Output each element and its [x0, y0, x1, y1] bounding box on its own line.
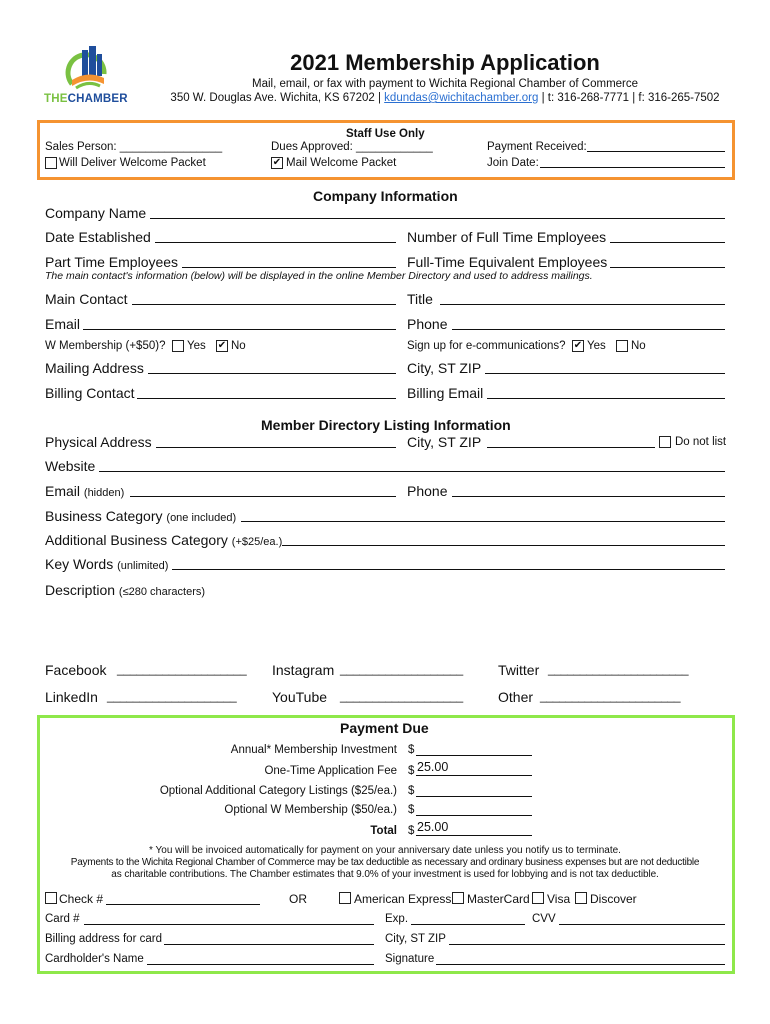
will-deliver-checkbox[interactable] [45, 157, 57, 169]
business-category-note: (one included) [166, 512, 237, 524]
ecomm-no-label: No [631, 340, 646, 352]
exp-label: Exp. [385, 913, 409, 925]
description-note: (≤280 characters) [118, 586, 206, 598]
billing-email-field[interactable] [487, 398, 725, 399]
cvv-label: CVV [532, 913, 556, 925]
amex-label: American Express [354, 892, 452, 906]
w-membership-label: W Membership (+$50)? [45, 340, 166, 352]
cvv-field[interactable] [559, 924, 725, 925]
optional-category-dollar: $ [408, 785, 415, 797]
description-label [45, 582, 205, 598]
num-full-time-label: Number of Full Time Employees [407, 229, 607, 245]
additional-category-note: (+$25/ea.) [231, 536, 283, 548]
business-category-field[interactable] [241, 521, 725, 522]
directory-email-note: (hidden) [83, 487, 125, 499]
fte-label: Full-Time Equivalent Employees [407, 254, 608, 270]
part-time-field[interactable] [182, 267, 396, 268]
date-established-field[interactable] [155, 242, 396, 243]
signature-field[interactable] [436, 964, 725, 965]
company-name-label: Company Name [45, 205, 147, 221]
other-label: Other [498, 689, 534, 705]
phone-field[interactable] [452, 329, 725, 330]
youtube-label: YouTube [272, 689, 328, 705]
email-field[interactable] [83, 329, 396, 330]
key-words-label [45, 556, 168, 572]
or-label: OR [289, 892, 307, 906]
header-email-link[interactable]: kdundas@wichitachamber.org [384, 92, 539, 104]
will-deliver-label: Will Deliver Welcome Packet [59, 157, 206, 169]
sales-person-label: Sales Person: ________________ [45, 141, 223, 153]
payment-note-1: * You will be invoiced automatically for payment on your anniversary date unless you notify us to terminate. [149, 845, 621, 856]
mailing-city-label: City, ST ZIP [407, 360, 482, 376]
header-line-1: Mail, email, or fax with payment to Wichita Regional Chamber of Commerce [251, 78, 639, 90]
header-address: 350 W. Douglas Ave. Wichita, KS 67202 | [170, 92, 381, 104]
mailing-address-label: Mailing Address [45, 360, 144, 376]
visa-label: Visa [547, 892, 571, 906]
header-phones: | t: 316-268-7771 | f: 316-265-7502 [541, 92, 720, 104]
payment-received-label: Payment Received: [487, 141, 587, 153]
visa-checkbox[interactable] [532, 892, 544, 904]
email-label: Email [45, 316, 81, 332]
website-label: Website [45, 458, 96, 474]
amex-checkbox[interactable] [339, 892, 351, 904]
company-section-title: Company Information [313, 188, 458, 204]
billing-address-card-field[interactable] [164, 944, 374, 945]
directory-section-title: Member Directory Listing Information [261, 417, 511, 433]
join-date-label: Join Date: [487, 157, 539, 169]
payment-received-field[interactable] [587, 151, 725, 152]
description-text: Description [45, 582, 116, 598]
billing-address-card-label: Billing address for card [45, 933, 162, 945]
join-date-field[interactable] [540, 167, 725, 168]
optional-w-field[interactable] [416, 815, 532, 816]
instagram-field[interactable]: ___________________ [340, 662, 464, 676]
directory-city-label: City, ST ZIP [407, 434, 482, 450]
mail-welcome-checkbox[interactable] [271, 157, 283, 169]
w-membership-no-checkbox[interactable] [216, 340, 228, 352]
card-label: Card # [45, 913, 80, 925]
twitter-field[interactable]: ______________________ [548, 662, 689, 676]
exp-field[interactable] [411, 924, 525, 925]
ecomm-no-checkbox[interactable] [616, 340, 628, 352]
logo-text-the: THE [44, 93, 68, 105]
directory-email-label [45, 483, 124, 499]
twitter-label: Twitter [498, 662, 540, 678]
key-words-field[interactable] [172, 569, 725, 570]
facebook-field[interactable]: ____________________ [117, 662, 247, 676]
total-dollar: $ [408, 825, 415, 837]
other-field[interactable]: ______________________ [540, 689, 681, 703]
physical-address-label: Physical Address [45, 434, 152, 450]
directory-email-text: Email [45, 483, 81, 499]
total-label: Total [370, 825, 397, 837]
w-membership-yes-label: Yes [187, 340, 206, 352]
check-number-field[interactable] [106, 904, 260, 905]
website-field[interactable] [99, 471, 725, 472]
num-full-time-field[interactable] [610, 242, 725, 243]
payment-section-title: Payment Due [340, 720, 429, 736]
additional-category-text: Additional Business Category [45, 532, 228, 548]
additional-category-field[interactable] [282, 545, 725, 546]
check-checkbox[interactable] [45, 892, 57, 904]
one-time-field[interactable] [416, 775, 532, 776]
directory-city-field[interactable] [487, 447, 655, 448]
linkedin-label: LinkedIn [45, 689, 98, 705]
directory-note: The main contact's information (below) will be displayed in the online Member Directory and used to address mailings. [45, 270, 593, 282]
title-label: Title [407, 291, 433, 307]
annual-field[interactable] [416, 755, 532, 756]
one-time-dollar: $ [408, 765, 415, 777]
staff-title: Staff Use Only [346, 128, 425, 140]
key-words-text: Key Words [45, 556, 114, 572]
main-contact-label: Main Contact [45, 291, 128, 307]
mastercard-checkbox[interactable] [452, 892, 464, 904]
billing-contact-field[interactable] [137, 398, 396, 399]
logo-text-chamber: CHAMBER [67, 93, 128, 105]
total-value[interactable]: 25.00 [417, 820, 449, 834]
card-field[interactable] [84, 924, 374, 925]
optional-w-dollar: $ [408, 804, 415, 816]
business-category-text: Business Category [45, 508, 163, 524]
optional-category-field[interactable] [416, 796, 532, 797]
mail-welcome-label: Mail Welcome Packet [286, 157, 397, 169]
directory-email-field[interactable] [130, 496, 396, 497]
business-category-label [45, 508, 236, 524]
discover-checkbox[interactable] [575, 892, 587, 904]
annual-label: Annual* Membership Investment [230, 744, 397, 756]
annual-dollar: $ [408, 744, 415, 756]
cardholder-label: Cardholder's Name [45, 953, 144, 965]
cardholder-field[interactable] [147, 964, 374, 965]
key-words-note: (unlimited) [117, 560, 169, 572]
physical-address-field[interactable] [156, 447, 396, 448]
description-area[interactable] [45, 600, 725, 652]
optional-w-label: Optional W Membership ($50/ea.) [224, 804, 397, 816]
billing-contact-label: Billing Contact [45, 385, 135, 401]
facebook-label: Facebook [45, 662, 107, 678]
main-contact-field[interactable] [132, 304, 396, 305]
date-established-label: Date Established [45, 229, 151, 245]
card-city-label: City, ST ZIP [385, 933, 446, 945]
mailing-city-field[interactable] [485, 373, 725, 374]
mastercard-label: MasterCard [467, 892, 530, 906]
ecomm-yes-label: Yes [587, 340, 606, 352]
w-membership-no-label: No [231, 340, 246, 352]
one-time-value[interactable]: 25.00 [417, 760, 449, 774]
discover-label: Discover [590, 892, 637, 906]
optional-category-label: Optional Additional Category Listings ($25/ea.) [159, 785, 397, 797]
dues-approved-label: Dues Approved: ____________ [271, 141, 433, 153]
w-membership-yes-checkbox[interactable] [172, 340, 184, 352]
linkedin-field[interactable]: ____________________ [107, 689, 237, 703]
billing-email-label: Billing Email [407, 385, 484, 401]
mailing-address-field[interactable] [148, 373, 396, 374]
fte-field[interactable] [610, 267, 725, 268]
signature-label: Signature [385, 953, 435, 965]
youtube-field[interactable]: ___________________ [340, 689, 464, 703]
check-label: Check # [59, 892, 104, 906]
additional-category-label [45, 532, 282, 548]
company-name-field[interactable] [150, 218, 725, 219]
part-time-label: Part Time Employees [45, 254, 179, 270]
total-field[interactable] [416, 835, 532, 836]
payment-note-2: Payments to the Wichita Regional Chamber of Commerce may be tax deductible as necessary and ordinary business expenses but are not deductible [70, 857, 700, 868]
page-title: 2021 Membership Application [290, 50, 600, 75]
ecomm-label: Sign up for e-communications? [407, 340, 566, 352]
instagram-label: Instagram [272, 662, 335, 678]
card-city-field[interactable] [449, 944, 725, 945]
phone-label: Phone [407, 316, 448, 332]
title-field[interactable] [440, 304, 725, 305]
directory-phone-label: Phone [407, 483, 448, 499]
ecomm-yes-checkbox[interactable] [572, 340, 584, 352]
do-not-list-checkbox[interactable] [659, 436, 671, 448]
one-time-label: One-Time Application Fee [264, 765, 397, 777]
directory-phone-field[interactable] [452, 496, 725, 497]
header-line-2 [0, 92, 770, 104]
do-not-list-label: Do not list [675, 436, 727, 448]
payment-note-3: as charitable contributions. The Chamber estimates that 9.0% of your investment is used for lobbying and is not tax deductible. [111, 869, 659, 880]
